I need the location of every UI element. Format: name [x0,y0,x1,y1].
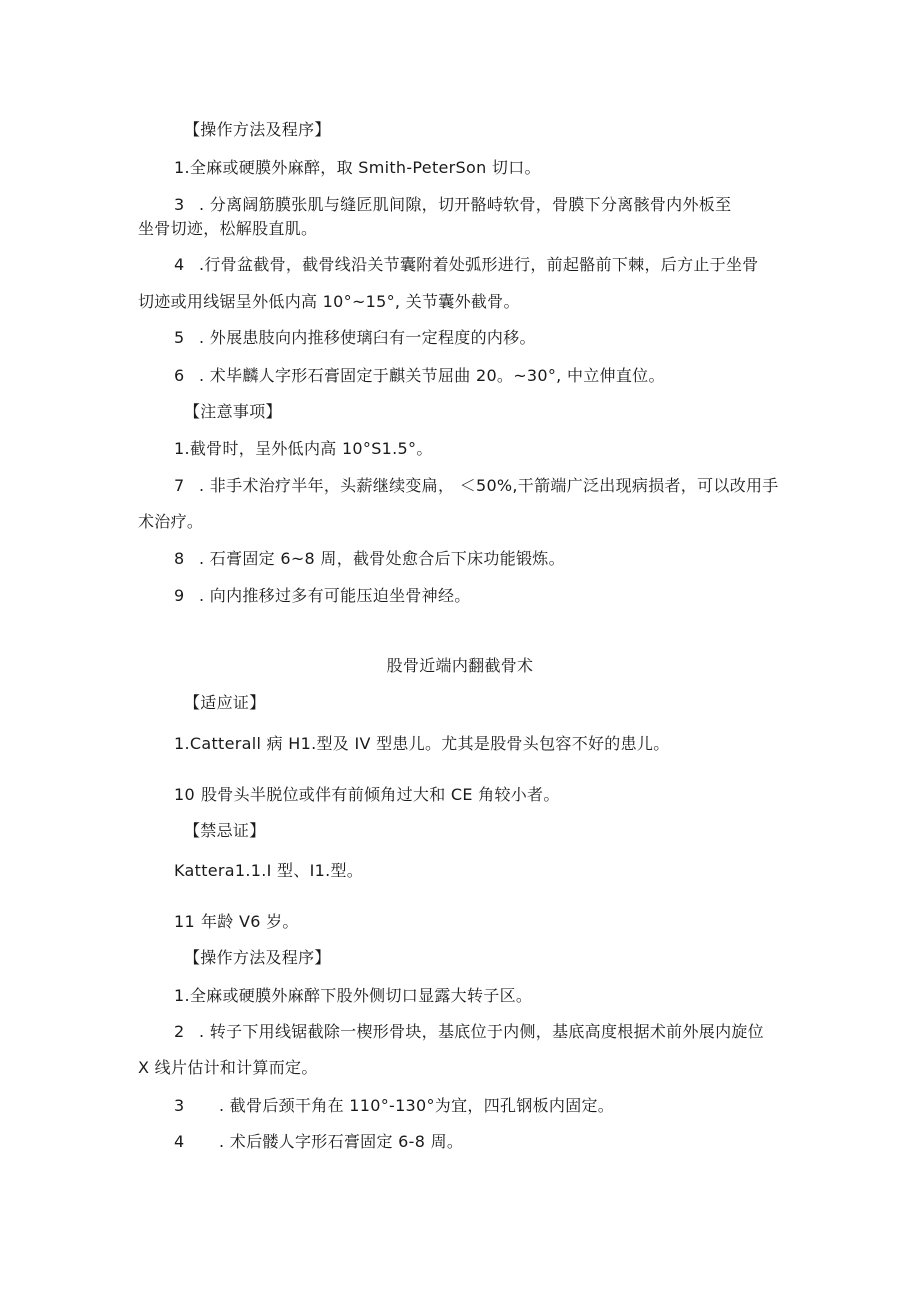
note-9-number: 9 [174,586,185,605]
indication-1: 1.Catterall 病 H1.型及 IV 型患儿。尤其是股骨头包容不好的患儿。 [174,734,670,753]
contraindication-11-number: 11 [174,912,195,931]
step-6-number: 6 [174,366,185,385]
indication-10-text: 股骨头半脱位或伴有前倾角过大和 CE 角较小者。 [201,785,560,804]
step-6-text: . 术毕麟人字形石膏固定于麒关节屈曲 20。~30°, 中立伸直位。 [199,366,665,385]
note-1: 1.截骨时，呈外低内高 10°S1.5°。 [174,439,433,458]
method-1: 1.全麻或硬膜外麻醉下股外侧切口显露大转子区。 [174,986,533,1005]
method-3-text: . 截骨后颈干角在 110°-130°为宜，四孔钢板内固定。 [219,1096,615,1115]
note-7-line-1: . 非手术治疗半年，头薪继续变扁， ＜50%,干箭端广泛出现病损者，可以改用手 [199,476,779,495]
contraindication-1: Kattera1.1.I 型、I1.型。 [174,861,364,880]
method-2-line-2: X 线片估计和计算而定。 [138,1058,318,1077]
method-2-line-1: . 转子下用线锯截除一楔形骨块，基底位于内侧，基底高度根据术前外展内旋位 [199,1022,764,1041]
note-7-line-2: 术治疗。 [138,512,204,531]
step-3-number: 3 [174,195,185,214]
step-1: 1.全麻或硬膜外麻醉，取 Smith-PeterSon 切口。 [174,158,541,177]
step-4-line-2: 切迹或用线锯呈外低内高 10°~15°, 关节囊外截骨。 [138,292,520,311]
method-2-number: 2 [174,1022,185,1041]
contraindication-11-text: 年龄 V6 岁。 [201,912,299,931]
step-5-number: 5 [174,328,185,347]
note-7-number: 7 [174,476,185,495]
note-9-text: . 向内推移过多有可能压迫坐骨神经。 [199,586,471,605]
step-4-number: 4 [174,255,185,274]
heading-contraindication: 【禁忌证】 [184,821,266,840]
section-title: 股骨近端内翻截骨术 [386,656,534,675]
heading-method-1: 【操作方法及程序】 [184,120,331,139]
method-3-number: 3 [174,1096,185,1115]
step-5-text: . 外展患肢向内推移使璃臼有一定程度的内移。 [199,328,536,347]
heading-notes: 【注意事项】 [184,402,282,421]
note-8-number: 8 [174,549,185,568]
method-4-text: . 术后髅人字形石膏固定 6-8 周。 [219,1132,464,1151]
indication-10-number: 10 [174,785,195,804]
heading-method-2: 【操作方法及程序】 [184,948,331,967]
note-8-text: . 石膏固定 6~8 周，截骨处愈合后下床功能锻炼。 [199,549,565,568]
step-3-line-2: 坐骨切迹，松解股直肌。 [138,219,318,238]
step-3-line-1: . 分离阔筋膜张肌与缝匠肌间隙，切开骼峙软骨，骨膜下分离骸骨内外板至 [199,195,732,214]
step-4-line-1: .行骨盆截骨，截骨线沿关节囊附着处弧形进行，前起骼前下棘，后方止于坐骨 [199,255,759,274]
heading-indication: 【适应证】 [184,693,266,712]
method-4-number: 4 [174,1132,185,1151]
